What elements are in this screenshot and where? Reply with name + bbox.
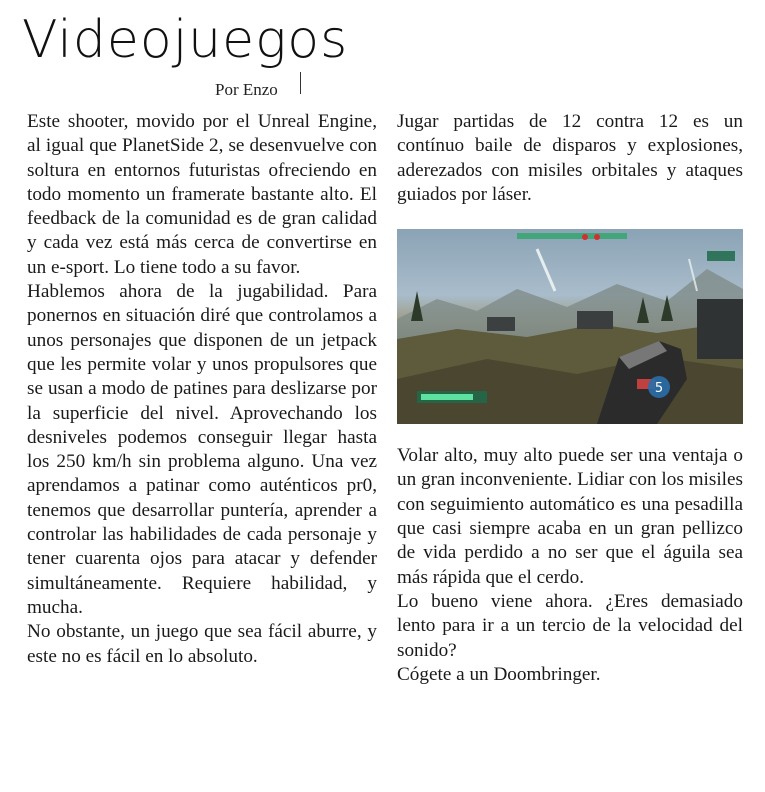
left-column (27, 110, 377, 669)
screenshot-scene (397, 229, 743, 424)
paragraph-intro: Este shooter, movido por el Unreal Engine, al igual que PlanetSide 2, se desenvuelve con soltura en entornos futuristas ofreciendo en todo momento un framerate bastante alto. El feedback de la comunidad es de gran calidad y cada vez está más cerca de convertirse en un e-sport. Lo tiene todo a su favor. (27, 111, 377, 278)
paragraph-matches: Jugar partidas de 12 contra 12 es un contínuo baile de disparos y explosiones, aderezados con misiles orbitales y ataques guiados por láser. (397, 111, 743, 205)
paragraph-difficulty: No obstante, un juego que sea fácil aburre, y este no es fácil en lo absoluto. (27, 621, 377, 667)
byline: Por Enzo (215, 80, 278, 99)
hud-ammo-number: 5 (654, 381, 664, 397)
byline-divider (300, 72, 301, 94)
paragraph-doombringer: Cógete a un Doombringer. (397, 663, 601, 685)
paragraph-gameplay: Hablemos ahora de la jugabilidad. Para ponernos en situación diré que controlamos a unos personajes que disponen de un jetpack que les permite volar y unos propulsores que se usan a modo de patines para deslizarse por la superficie del nivel. Aprovechando los desniveles podemos conseguir llegar hasta los 250 km/h sin problema alguno. Una vez aprendamos a patinar como auténticos pr0, tenemos que desarrollar puntería, aprender a controlar las habilidades de cada personaje y tener cuarenta ojos para atacar y defender simultáneamente. Requiere habilidad, y mucha. (27, 281, 377, 618)
article-title: Videojuegos (22, 10, 349, 70)
paragraph-missiles: Volar alto, muy alto puede ser una ventaja o un gran inconveniente. Lidiar con los misiles con seguimiento automático es una pesadilla que casi siempre acaba en un gran pellizco de vida perdido a no ser que el águila sea más rápida que el cerdo. (397, 445, 743, 588)
right-column (397, 110, 743, 687)
paragraph-speed: Lo bueno viene ahora. ¿Eres demasiado lento para ir a un tercio de la velocidad del sonido? (397, 590, 743, 661)
game-screenshot (397, 229, 743, 424)
